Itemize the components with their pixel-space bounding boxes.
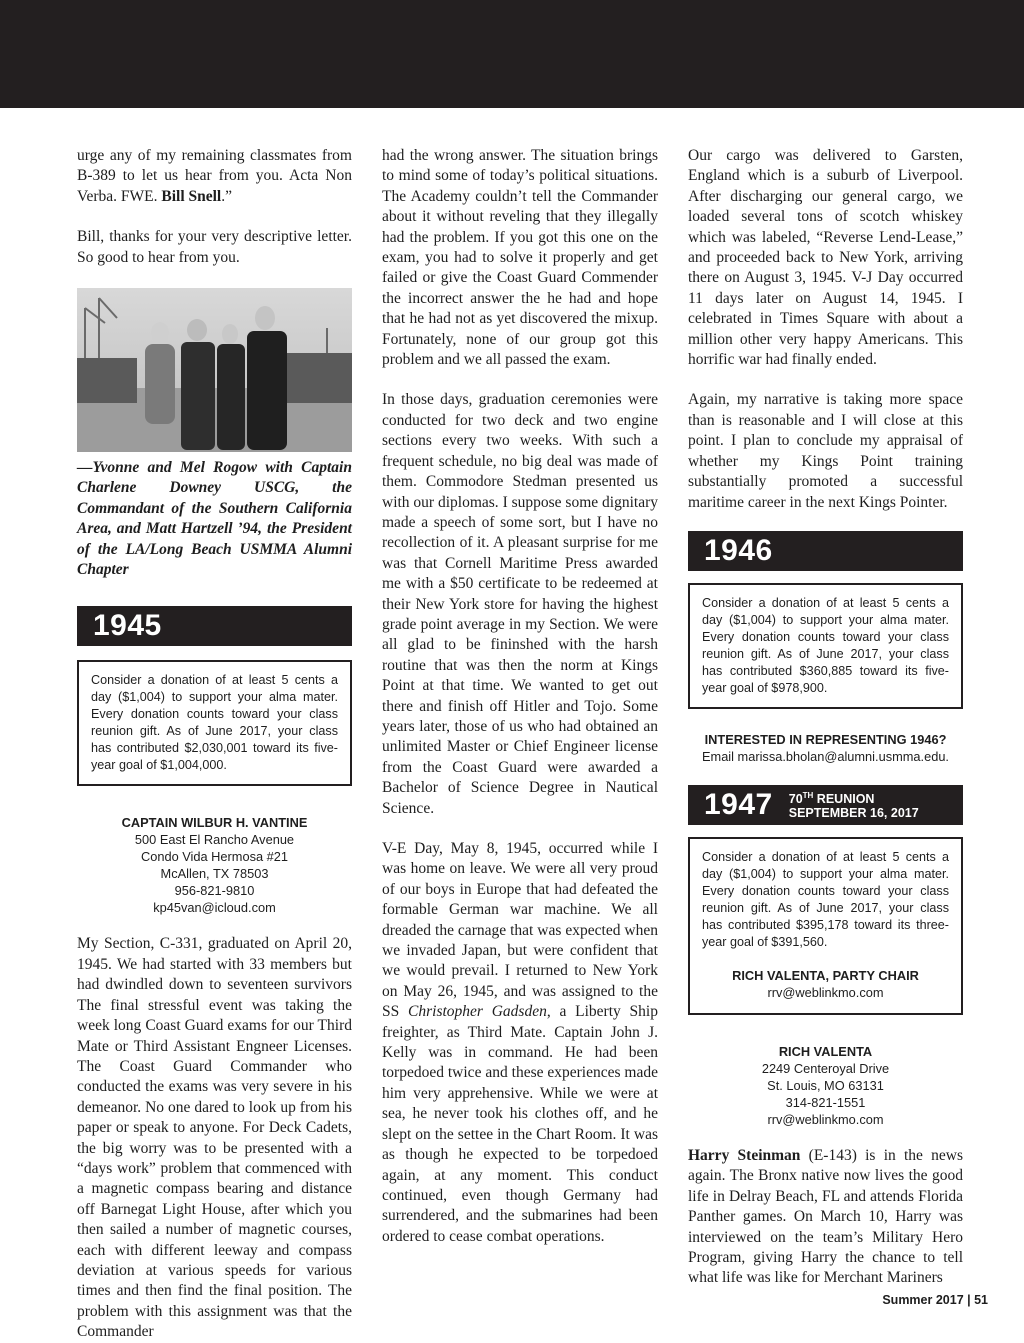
donation-box-1947 xyxy=(688,837,963,1015)
paragraph-cargo: Our cargo was delivered to Garsten, England which is a suburb of Liverpool. After discharging our general cargo, we loaded several tons of scotch whiskey which was labeled, “Reverse Lend-Lease,” and proceeded back to New York, arriving there on August 3, 1945. V-J Day occurred 11 days later on August 14, 1945. I celebrated in Times Square with about a million other very happy Americans. This horrific war had finally ended. xyxy=(688,147,963,369)
contact-name: RICH VALENTA xyxy=(778,1043,873,1059)
class-contact-1947 xyxy=(688,1043,963,1128)
representative-heading: INTERESTED IN REPRESENTING 1946? xyxy=(704,731,947,747)
paragraph-snell-closing: urge any of my remaining classmates from B-389 to let us hear from you. Acta Non Verba. FWE. Bill Snell.” xyxy=(77,147,352,205)
group-photo xyxy=(77,288,352,452)
class-year: 1947 xyxy=(704,787,773,821)
contact-email[interactable]: kp45van@icloud.com xyxy=(153,900,276,916)
contact-city: St. Louis, MO 63131 xyxy=(767,1077,884,1093)
contact-phone: 314-821-1551 xyxy=(785,1094,866,1110)
paragraph-closing: Again, my narrative is taking more space than is reasonable and I will close at this point. I plan to conclude my appraisal of whether my Kings Point training substantially promoted a successful maritime career in the next Kings Pointer. xyxy=(688,391,963,511)
party-chair-email[interactable]: rrv@weblinkmo.com xyxy=(767,984,884,1000)
column-1 xyxy=(77,146,352,1343)
contact-address-line: 2249 Centeroyal Drive xyxy=(761,1060,890,1076)
contact-city: McAllen, TX 78503 xyxy=(160,866,269,882)
paragraph-harry-steinman: Harry Steinman (E-143) is in the news again. The Bronx native now lives the good life in Delray Beach, FL and attends Florida Panther games. On March 10, Harry was interviewed on the team’s Military Hero Program, giving Harry the chance to tell what life was like for Merchant Mariners xyxy=(688,1146,964,1287)
donation-box-1945: Consider a donation of at least 5 cents a day ($1,004) to support your alma mater. Every donation counts toward your class reunion gift. As of June 2017, your class has contributed $2,030,001 toward its five-year goal of $1,004,000. xyxy=(77,660,352,786)
representative-request xyxy=(688,731,963,765)
contact-name: CAPTAIN WILBUR H. VANTINE xyxy=(121,815,308,831)
paragraph-wrong-answer: had the wrong answer. The situation brings to mind some of today’s political situations. The Academy couldn’t tell the Commander about it without reveling that they illegally had the problem. If you got this one on the exam, you had to solve it properly and get failed or give the Coast Guard Commender the incorrect answer the he had and hope that he had not as yet discovered the mixup. Fortunately, none of our group got this problem and we all passed the exam. xyxy=(382,147,658,369)
class-year: 1945 xyxy=(93,609,162,643)
header-bar xyxy=(0,0,1024,108)
reunion-date: SEPTEMBER 16, 2017 xyxy=(788,806,919,821)
class-year-banner-1947 xyxy=(688,785,963,825)
contact-email[interactable]: rrv@weblinkmo.com xyxy=(767,1111,884,1127)
person-name: Harry Steinman xyxy=(688,1146,801,1164)
contact-phone: 956-821-9810 xyxy=(174,883,255,899)
group-photo-image xyxy=(77,288,352,452)
class-year: 1946 xyxy=(704,533,773,567)
paragraph-ve-day: V-E Day, May 8, 1945, occurred while I was home on leave. We were all very proud of our boys in Europe that had defeated the formable German war machine. We all dreaded the carnage that was expected when we invaded Japan, but were confident that we would prevail. I returned to New York on May 26, 1945, and was assigned to the SS Christopher Gadsden, a Liberty Ship freighter, as Third Mate. Captain John J. Kelly was in command. He had been torpedoed twice and these experiences made him very apprehensive. While we were at sea, he never took his clothes off, and he slept on the settee in the Chart Room. It was as though he expected to be torpedoed again, at any moment. This conduct continued, even though Germany had surrendered, and the submarines had been ordered to cease combat operations. xyxy=(382,840,658,1245)
photo-caption: —Yvonne and Mel Rogow with Captain Charlene Downey USCG, the Commandant of the Southern California Area, and Matt Hartzell ’94, the President of the LA/Long Beach USMMA Alumni Chapter xyxy=(77,459,352,579)
page-footer: Summer 2017 | 51 xyxy=(882,1293,988,1307)
paragraph-section-graduation: My Section, C-331, graduated on April 20, 1945. We had started with 33 members but had dwindled down to seventeen survivors The final stressful event was taking the week long Coast Guard exams for our Third Mate or Third Assistant Engneer Licenses. The Coast Guard Commander who conducted the exams was very severe in his demeanor. No one dared to look up from his paper or speak to anyone. For Deck Cadets, the big worry was to be presented with a “days work” problem that commenced with a magnetic compass bearing and distance off Barnegat Light House, after which you then sailed a number of magnetic courses, each with different leeway and compass deviation at various speeds for various times and then find the final position. The problem with this assignment was that the Commander xyxy=(77,935,352,1341)
donation-box-1946: Consider a donation of at least 5 cents a day ($1,004) to support your alma mater. Every donation counts toward your class reunion gift. As of June 2017, your class has contributed $360,885 toward its five-year goal of $978,900. xyxy=(688,583,963,709)
paragraph-reply: Bill, thanks for your very descriptive letter. So good to hear from you. xyxy=(77,228,352,266)
representative-email[interactable]: Email marissa.bholan@alumni.usmma.edu. xyxy=(702,748,949,764)
class-contact-1945 xyxy=(77,814,352,916)
class-year-banner-1945 xyxy=(77,606,352,646)
column-2 xyxy=(382,146,658,1247)
class-year-banner-1946 xyxy=(688,531,963,571)
author-name: Bill Snell xyxy=(161,187,222,205)
column-3 xyxy=(688,146,963,1289)
paragraph-graduation-ceremonies: In those days, graduation ceremonies were conducted for two deck and two engine sections every two weeks. With such a frequent schedule, no big deal was made of them. Commodore Stedman presented us with our diplomas. I suppose some dignitary made a speech of some sort, but I have no recollection of it. A pleasant surprise for me was that Cornell Maritime Press awarded me with a $50 certificate to be redeemed at their New York store for having the highest grade point average in my Section. We were all glad to be fininshed with the harsh routine that was then the norm at Kings Point at that time. We wanted to get out there and finish off Hitler and Tojo. Some years later, those of us who had obtained an unlimited Master or Chief Engineer license from the Coast Guard were awarded a Bachelor of Science Degree in Nautical Science. xyxy=(382,391,658,817)
reunion-info: 70TH REUNION SEPTEMBER 16, 2017 xyxy=(788,791,919,821)
party-chair-name: RICH VALENTA, PARTY CHAIR xyxy=(732,967,919,983)
donation-text: Consider a donation of at least 5 cents a day ($1,004) to support your alma mater. Every donation counts toward your class reunion gift. As of June 2017, your class has contributed $395,178 toward its three-year goal of $391,560. xyxy=(702,849,949,949)
ship-name: Christopher Gadsden xyxy=(408,1003,547,1021)
contact-address-line: 500 East El Rancho Avenue xyxy=(134,832,295,848)
party-chair xyxy=(702,967,949,1001)
contact-address-line: Condo Vida Hermosa #21 xyxy=(140,849,289,865)
